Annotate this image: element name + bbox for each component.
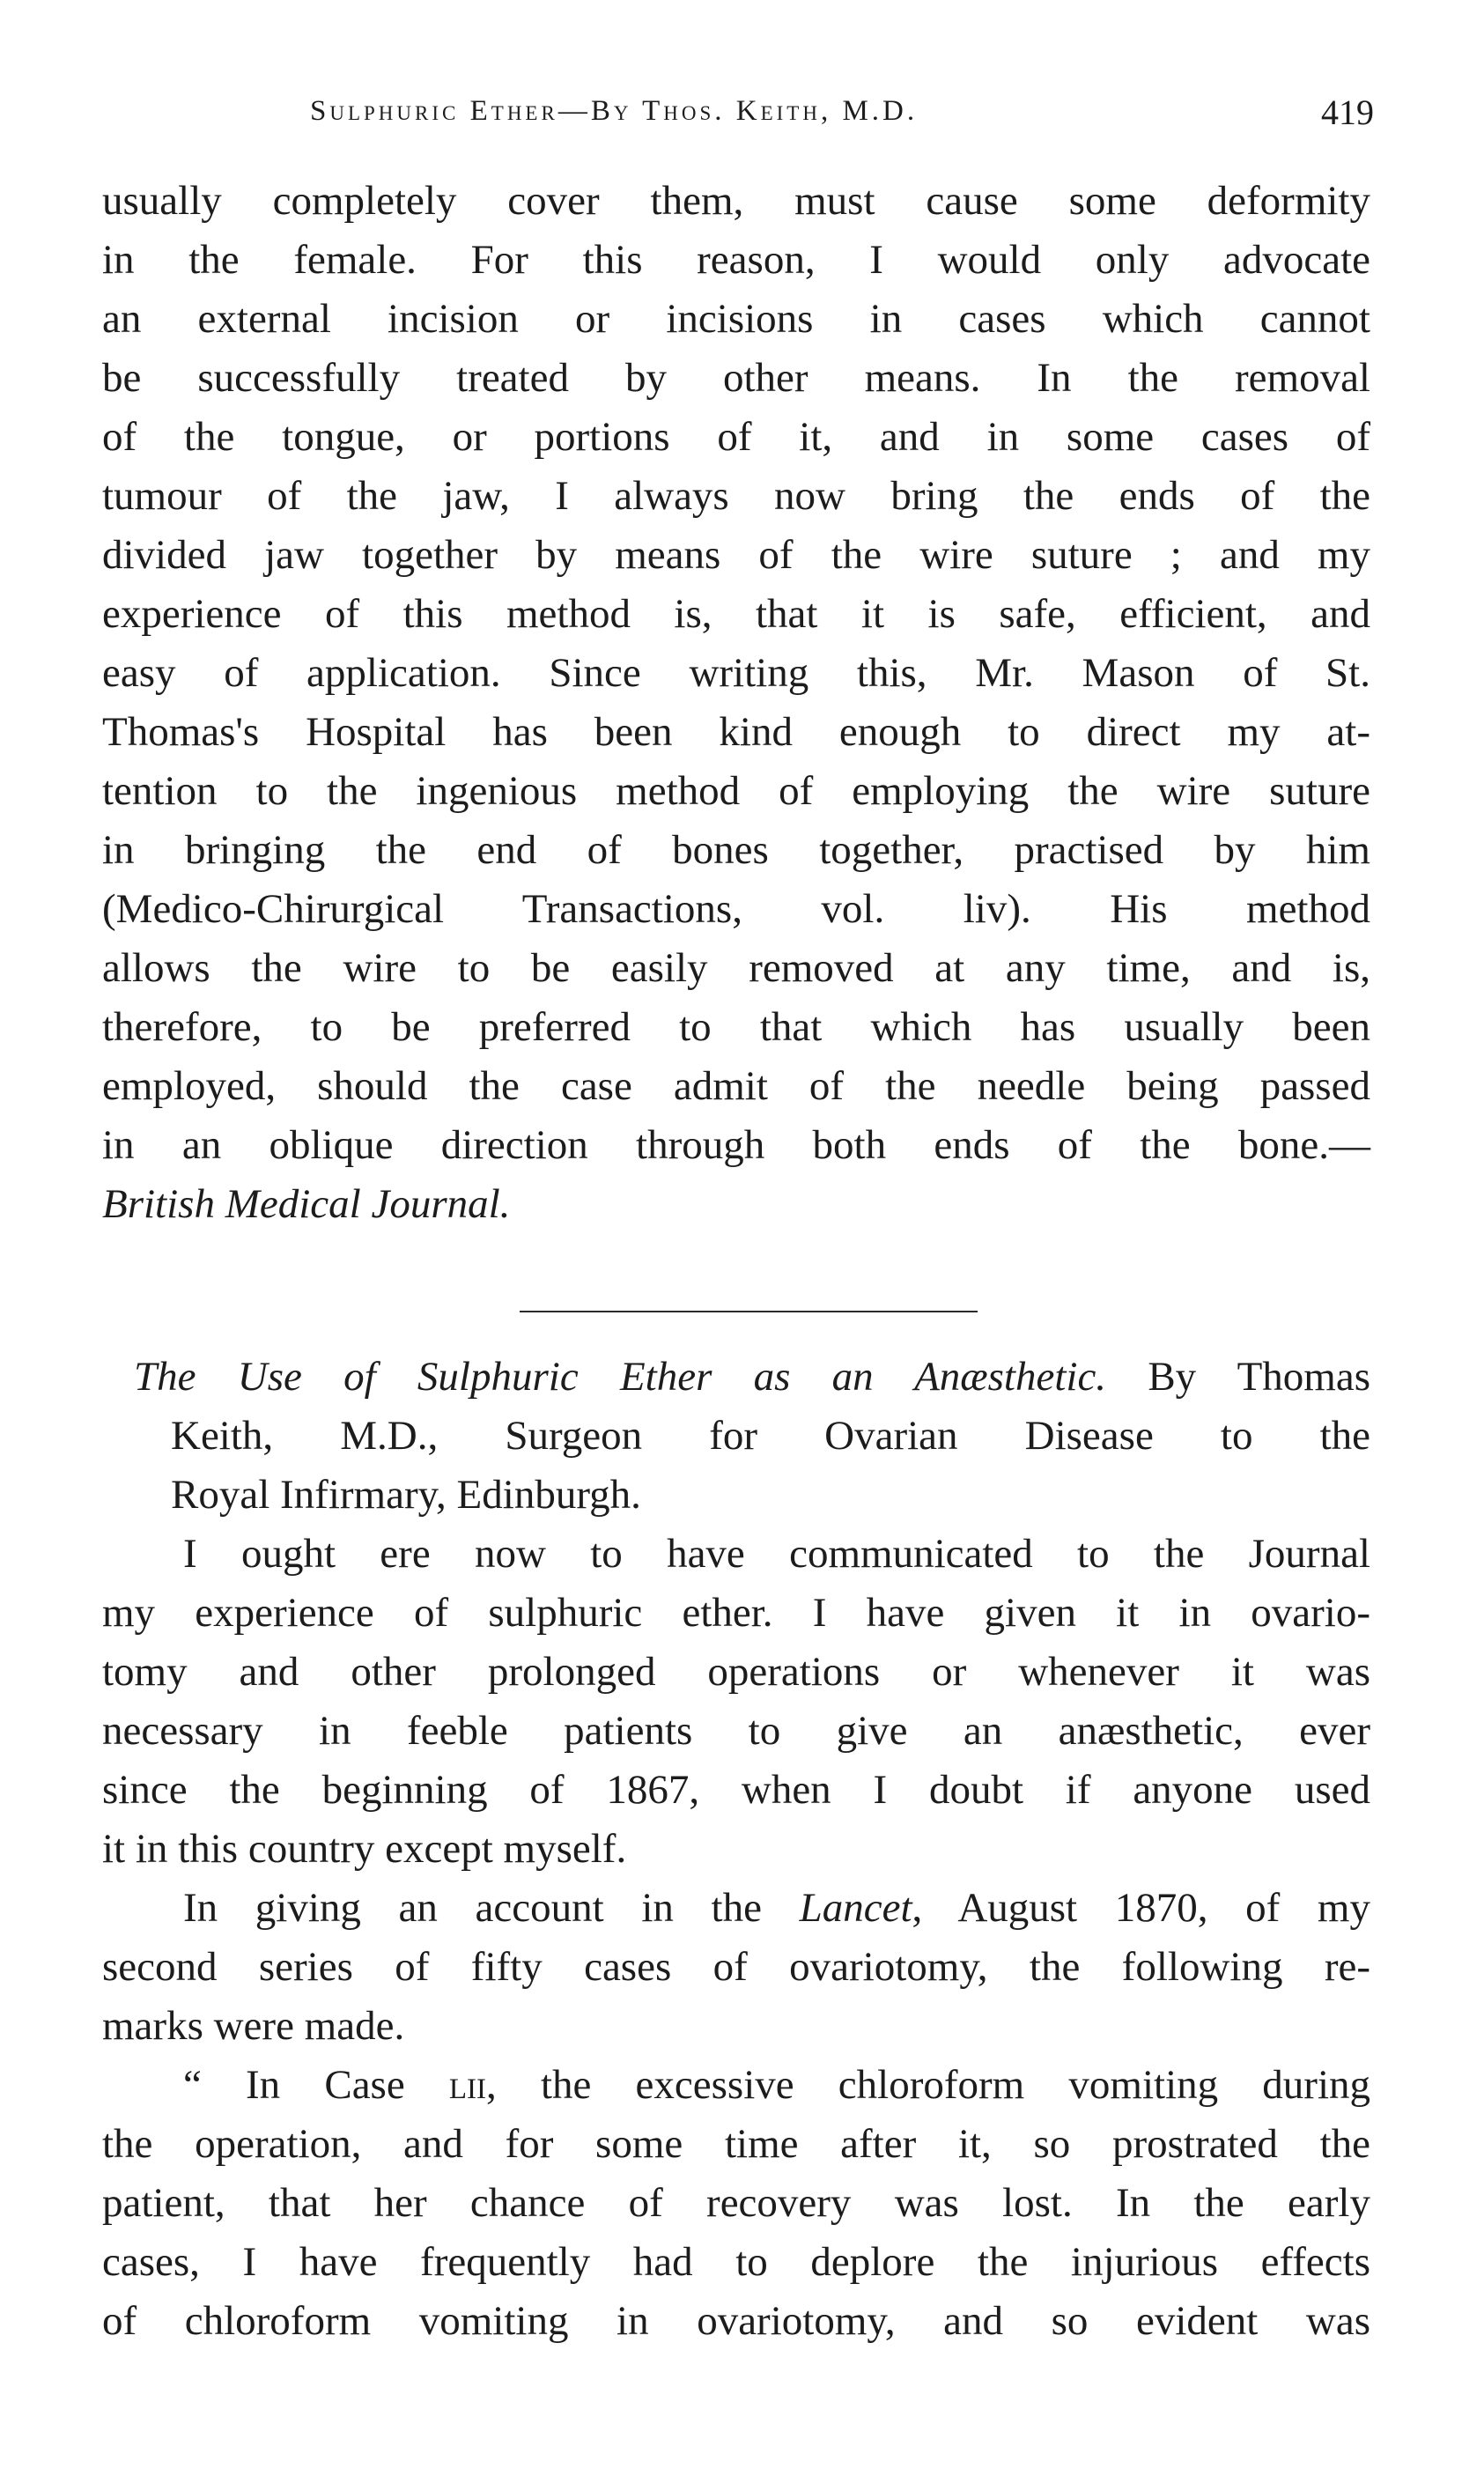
text-line: in bringing the end of bones together, practised by him [102, 827, 1370, 873]
text-run: , the excessive chloroform vomiting during [486, 2062, 1371, 2108]
case-number: lii [448, 2062, 487, 2108]
text-line: cases, I have frequently had to deplore the injurious effects [102, 2239, 1370, 2285]
article-author-by: By Thomas [1106, 1354, 1370, 1400]
text-line: Thomas's Hospital has been kind enough to direct my at- [102, 709, 1370, 755]
text-line: it in this country except myself. [102, 1826, 627, 1872]
page-number: 419 [1321, 92, 1374, 132]
text-line [102, 1879, 1370, 1938]
text-line: experience of this method is, that it is safe, efficient, and [102, 591, 1370, 637]
text-line: divided jaw together by means of the wire suture ; and my [102, 532, 1370, 578]
text-line: allows the wire to be easily removed at any time, and is, [102, 945, 1370, 991]
article-title-line [102, 1348, 1370, 1407]
text-line: second series of fifty cases of ovariotomy, the following re- [102, 1944, 1370, 1990]
text-line: usually completely cover them, must cause some deformity [102, 178, 1370, 224]
text-line: patient, that her chance of recovery was lost. In the early [102, 2180, 1370, 2226]
text-line: employed, should the case admit of the needle being passed [102, 1063, 1370, 1109]
text-line: an external incision or incisions in cases which cannot [102, 296, 1370, 342]
text-line: of chloroform vomiting in ovariotomy, and so evident was [102, 2298, 1370, 2344]
text-line: tention to the ingenious method of employing the wire suture [102, 768, 1370, 814]
text-line: my experience of sulphuric ether. I have given it in ovario- [102, 1590, 1370, 1636]
text-line: marks were made. [102, 2003, 405, 2049]
running-title: Sulphuric Ether—By Thos. Keith, M.D. [310, 95, 919, 127]
text-line: in the female. For this reason, I would only advocate [102, 237, 1370, 283]
article-author-line: Keith, M.D., Surgeon for Ovarian Disease to the [171, 1413, 1370, 1459]
previous-article-ending [102, 172, 1370, 1234]
text-line: since the beginning of 1867, when I doubt if anyone used [102, 1767, 1370, 1813]
journal-citation: British Medical Journal. [102, 1181, 511, 1227]
text-line: be successfully treated by other means. In the removal [102, 355, 1370, 401]
text-line: of the tongue, or portions of it, and in some cases of [102, 414, 1370, 460]
text-line: therefore, to be preferred to that which has usually been [102, 1004, 1370, 1050]
text-run: In giving an account in the [183, 1885, 800, 1931]
text-line: (Medico-Chirurgical Transactions, vol. liv). His method [102, 886, 1370, 932]
text-line [102, 2056, 1370, 2115]
text-line: the operation, and for some time after it, so prostrated the [102, 2121, 1370, 2167]
text-line: in an oblique direction through both ends of the bone.— [102, 1122, 1370, 1168]
section-divider [520, 1311, 978, 1312]
text-run: “ In Case [183, 2062, 449, 2108]
text-line: tomy and other prolonged operations or whenever it was [102, 1649, 1370, 1695]
article-title: The Use of Sulphuric Ether as an Anæsthetic. [134, 1354, 1107, 1400]
journal-name: Lancet [799, 1885, 912, 1931]
text-line: tumour of the jaw, I always now bring the ends of the [102, 473, 1370, 519]
text-line: I ought ere now to have communicated to the Journal [183, 1531, 1370, 1577]
text-line: necessary in feeble patients to give an anæsthetic, ever [102, 1708, 1370, 1754]
article-ether [102, 1348, 1370, 2351]
running-head [0, 92, 1484, 148]
text-run: , August 1870, of my [912, 1885, 1370, 1931]
text-line: easy of application. Since writing this, Mr. Mason of St. [102, 650, 1370, 696]
article-affiliation-line: Royal Infirmary, Edinburgh. [171, 1472, 641, 1518]
